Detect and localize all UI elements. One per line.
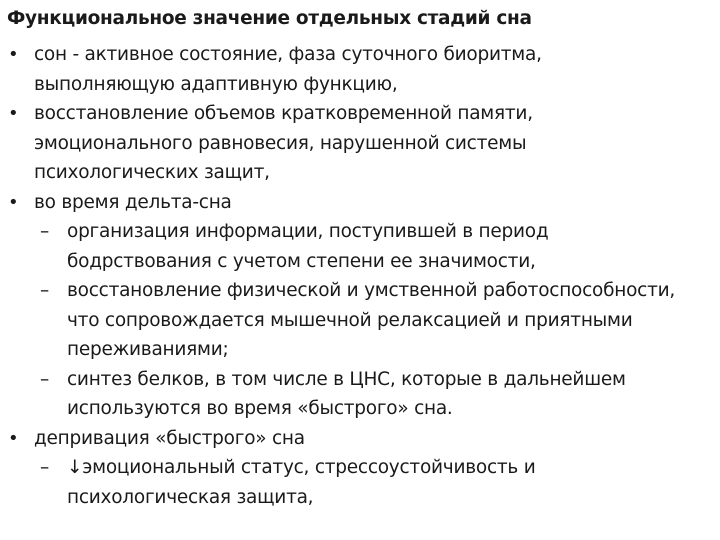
bullet-marker: • <box>8 103 19 124</box>
item-text-line: восстановление физической и умственной работоспособности, <box>67 280 676 301</box>
item-text-line: восстановление объемов кратковременной памяти, <box>34 103 533 124</box>
sub-list-item <box>0 276 720 365</box>
item-text-line: во время дельта-сна <box>34 191 232 213</box>
item-text-line: психологическая защита, <box>67 486 314 508</box>
bullet-marker: • <box>8 427 19 449</box>
list-item <box>0 188 720 218</box>
dash-marker: – <box>40 221 49 242</box>
sub-list-item <box>0 365 720 424</box>
list-item <box>0 40 720 99</box>
item-text-line: бодрствования с учетом степени ее значимости, <box>67 250 536 272</box>
dash-marker: – <box>40 457 49 478</box>
sub-list-item <box>0 453 720 512</box>
item-text-line: используются во время «быстрого» сна. <box>67 398 453 419</box>
slide-title: Функциональное значение отдельных стадий сна <box>7 8 532 29</box>
item-text-line: сон - активное состояние, фаза суточного биоритма, <box>34 44 542 65</box>
item-text-line: эмоционального равновесия, нарушенной системы <box>34 132 527 154</box>
item-text-line: психологических защит, <box>34 162 270 183</box>
list-item <box>0 424 720 454</box>
sub-list-item <box>0 217 720 276</box>
bullet-marker: • <box>8 191 19 213</box>
item-text-line: организация информации, поступившей в период <box>67 221 549 242</box>
list-item <box>0 99 720 188</box>
item-text-line: синтез белков, в том числе в ЦНС, которые в дальнейшем <box>67 368 626 390</box>
item-text-line: выполняющую адаптивную функцию, <box>34 73 398 95</box>
item-text-line: переживаниями; <box>67 339 229 360</box>
bullet-list <box>0 40 720 512</box>
dash-marker: – <box>40 368 49 390</box>
item-text-line: ↓эмоциональный статус, стрессоустойчивость и <box>67 457 536 478</box>
item-text-line: что сопровождается мышечной релаксацией и приятными <box>67 309 633 331</box>
item-text-line: депривация «быстрого» сна <box>34 427 305 449</box>
bullet-marker: • <box>8 44 19 65</box>
dash-marker: – <box>40 280 49 301</box>
